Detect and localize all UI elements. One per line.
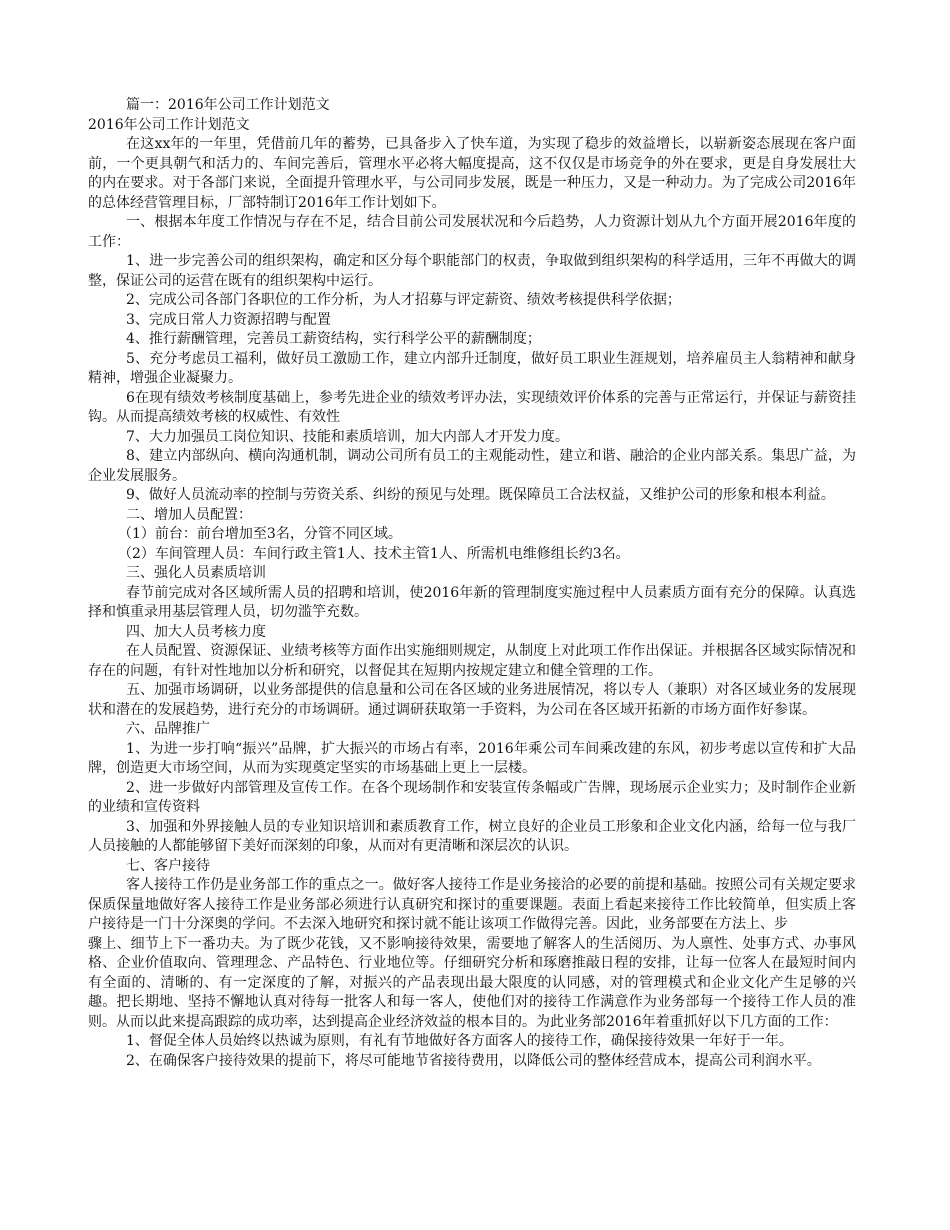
section-3-heading: 三、强化人员素质培训 xyxy=(126,565,266,581)
section-1-item: 3、完成日常人力资源招聘与配置 xyxy=(126,311,331,328)
section-6-heading: 六、品牌推广 xyxy=(126,721,210,737)
section-7-item: 1、督促全体人员始终以热诚为原则，有礼有节地做好各方面客人的接待工作，确保接待效果一年好于一年。 xyxy=(126,1033,793,1049)
section-2-item: （2）车间管理人员：车间行政主管1人、技术主管1人、所需机电维修组长约3名。 xyxy=(118,545,630,562)
section-6-item: 3、加强和外界接触人员的专业知识培训和素质教育工作，树立良好的企业员工形象和企业文化内涵，给每一位与我厂人员接触的人都能够留下美好而深刻的印象，从而对有更清晰和深层次的认识。 xyxy=(88,818,856,854)
section-1-item: 1、进一步完善公司的组织架构，确定和区分每个职能部门的权责，争取做到组织架构的科学适用，三年不再做大的调整，保证公司的运营在既有的组织架构中运行。 xyxy=(88,253,856,289)
section-4-paragraph: 在人员配置、资源保证、业绩考核等方面作出实施细则规定，从制度上对此项工作作出保证。并根据各区域实际情况和存在的问题，有针对性地加以分析和研究，以督促其在短期内按规定建立和健全管理的工作。 xyxy=(88,643,856,679)
section-7-paragraph: 客人接待工作仍是业务部工作的重点之一。做好客人接待工作是业务接洽的必要的前提和基础。按照公司有关规定要求保质保量地做好客人接待工作是业务部必须进行认真研究和探讨的重要课题。表面上看起来接待工作比较简单，但实质上客户接待是一门十分深奥的学问。不去深入地研究和探讨就不能让该项工作做得完善。因此，业务部要在方法上、步 xyxy=(88,877,856,932)
section-2-heading: 二、增加人员配置： xyxy=(126,506,252,523)
section-1-item: 2、完成公司各部门各职位的工作分析，为人才招募与评定薪资、绩效考核提供科学依据； xyxy=(126,292,681,308)
section-6-item: 2、进一步做好内部管理及宣传工作。在各个现场制作和安装宣传条幅或广告牌，现场展示企业实力；及时制作企业新的业绩和宣传资料 xyxy=(88,779,856,815)
section-3-paragraph: 春节前完成对各区域所需人员的招聘和培训，使2016年新的管理制度实施过程中人员素质方面有充分的保障。认真选择和慎重录用基层管理人员，切勿滥竽充数。 xyxy=(88,584,856,620)
section-1-item: 4、推行薪酬管理，完善员工薪资结构，实行科学公平的薪酬制度； xyxy=(126,331,541,347)
section-1-heading: 一、根据本年度工作情况与存在不足，结合目前公司发展状况和今后趋势，人力资源计划从九个方面开展2016年度的工作： xyxy=(88,214,856,250)
document-subtitle: 2016年公司工作计划范文 xyxy=(88,116,250,133)
section-5-paragraph: 五、加强市场调研，以业务部提供的信息量和公司在各区域的业务进展情况，将以专人（兼职）对各区域业务的发展现状和潜在的发展趋势，进行充分的市场调研。通过调研获取第一手资料，为公司在各区域开拓新的市场方面作好参谋。 xyxy=(88,682,856,718)
section-4-heading: 四、加大人员考核力度 xyxy=(126,623,266,640)
section-7-item: 2、在确保客户接待效果的提前下，将尽可能地节省接待费用，以降低公司的整体经营成本，提高公司利润水平。 xyxy=(126,1052,821,1069)
section-1-item: 5、充分考虑员工福利，做好员工激励工作，建立内部升迁制度，做好员工职业生涯规划，培养雇员主人翁精神和献身精神，增强企业凝聚力。 xyxy=(88,350,856,386)
intro-paragraph: 在这xx年的一年里，凭借前几年的蓄势，已具备步入了快车道，为实现了稳步的效益增长，以崭新姿态展现在客户面前，一个更具朝气和活力的、车间完善后，管理水平必将大幅度提高，这不仅仅是市场竞争的外在要求，更是自身发展壮大的内在要求。对于各部门来说，全面提升管理水平，与公司同步发展，既是一种压力，又是一种动力。为了完成公司2016年的总体经营管理目标，厂部特制订2016年工作计划如下。 xyxy=(88,136,856,211)
section-6-item: 1、为进一步打响“振兴”品牌，扩大振兴的市场占有率，2016年乘公司车间乘改建的东风，初步考虑以宣传和扩大品牌，创造更大市场空间，从而为实现奠定坚实的市场基础上更上一层楼。 xyxy=(88,740,856,776)
document-title-line: 篇一：2016年公司工作计划范文 xyxy=(126,97,330,113)
section-1-item: 7、大力加强员工岗位知识、技能和素质培训，加大内部人才开发力度。 xyxy=(126,428,569,445)
section-7-paragraph-continued: 骤上、细节上下一番功夫。为了既少花钱，又不影响接待效果，需要地了解客人的生活阅历、为人禀性、处事方式、办事风格、企业价值取向、管理理念、产品特色、行业地位等。仔细研究分析和琢磨推敲日程的安排，让每一位客人在最短时间内有全面的、清晰的、有一定深度的了解，对振兴的产品表现出最大限度的认同感，对的管理模式和企业文化产生足够的兴趣。把长期地、坚持不懈地认真对待每一批客人和每一客人，使他们对的接待工作满意作为业务部每一个接待工作人员的准则。从而以此来提高跟踪的成功率，达到提高企业经济效益的根本目的。为此业务部2016年着重抓好以下几方面的工作： xyxy=(88,935,856,1030)
section-1-item: 9、做好人员流动率的控制与劳资关系、纠纷的预见与处理。既保障员工合法权益，又维护公司的形象和根本利益。 xyxy=(126,487,835,503)
section-1-item: 8、建立内部纵向、横向沟通机制，调动公司所有员工的主观能动性，建立和谐、融洽的企业内部关系。集思广益，为企业发展服务。 xyxy=(88,448,856,484)
section-1-item: 6在现有绩效考核制度基础上，参考先进企业的绩效考评办法，实现绩效评价体系的完善与正常运行，并保证与薪资挂钩。从而提高绩效考核的权威性、有效性 xyxy=(88,389,856,425)
document-page xyxy=(88,96,856,1071)
section-2-item: （1）前台：前台增加至3名，分管不同区域。 xyxy=(118,526,402,542)
section-7-heading: 七、客户接待 xyxy=(126,857,210,874)
